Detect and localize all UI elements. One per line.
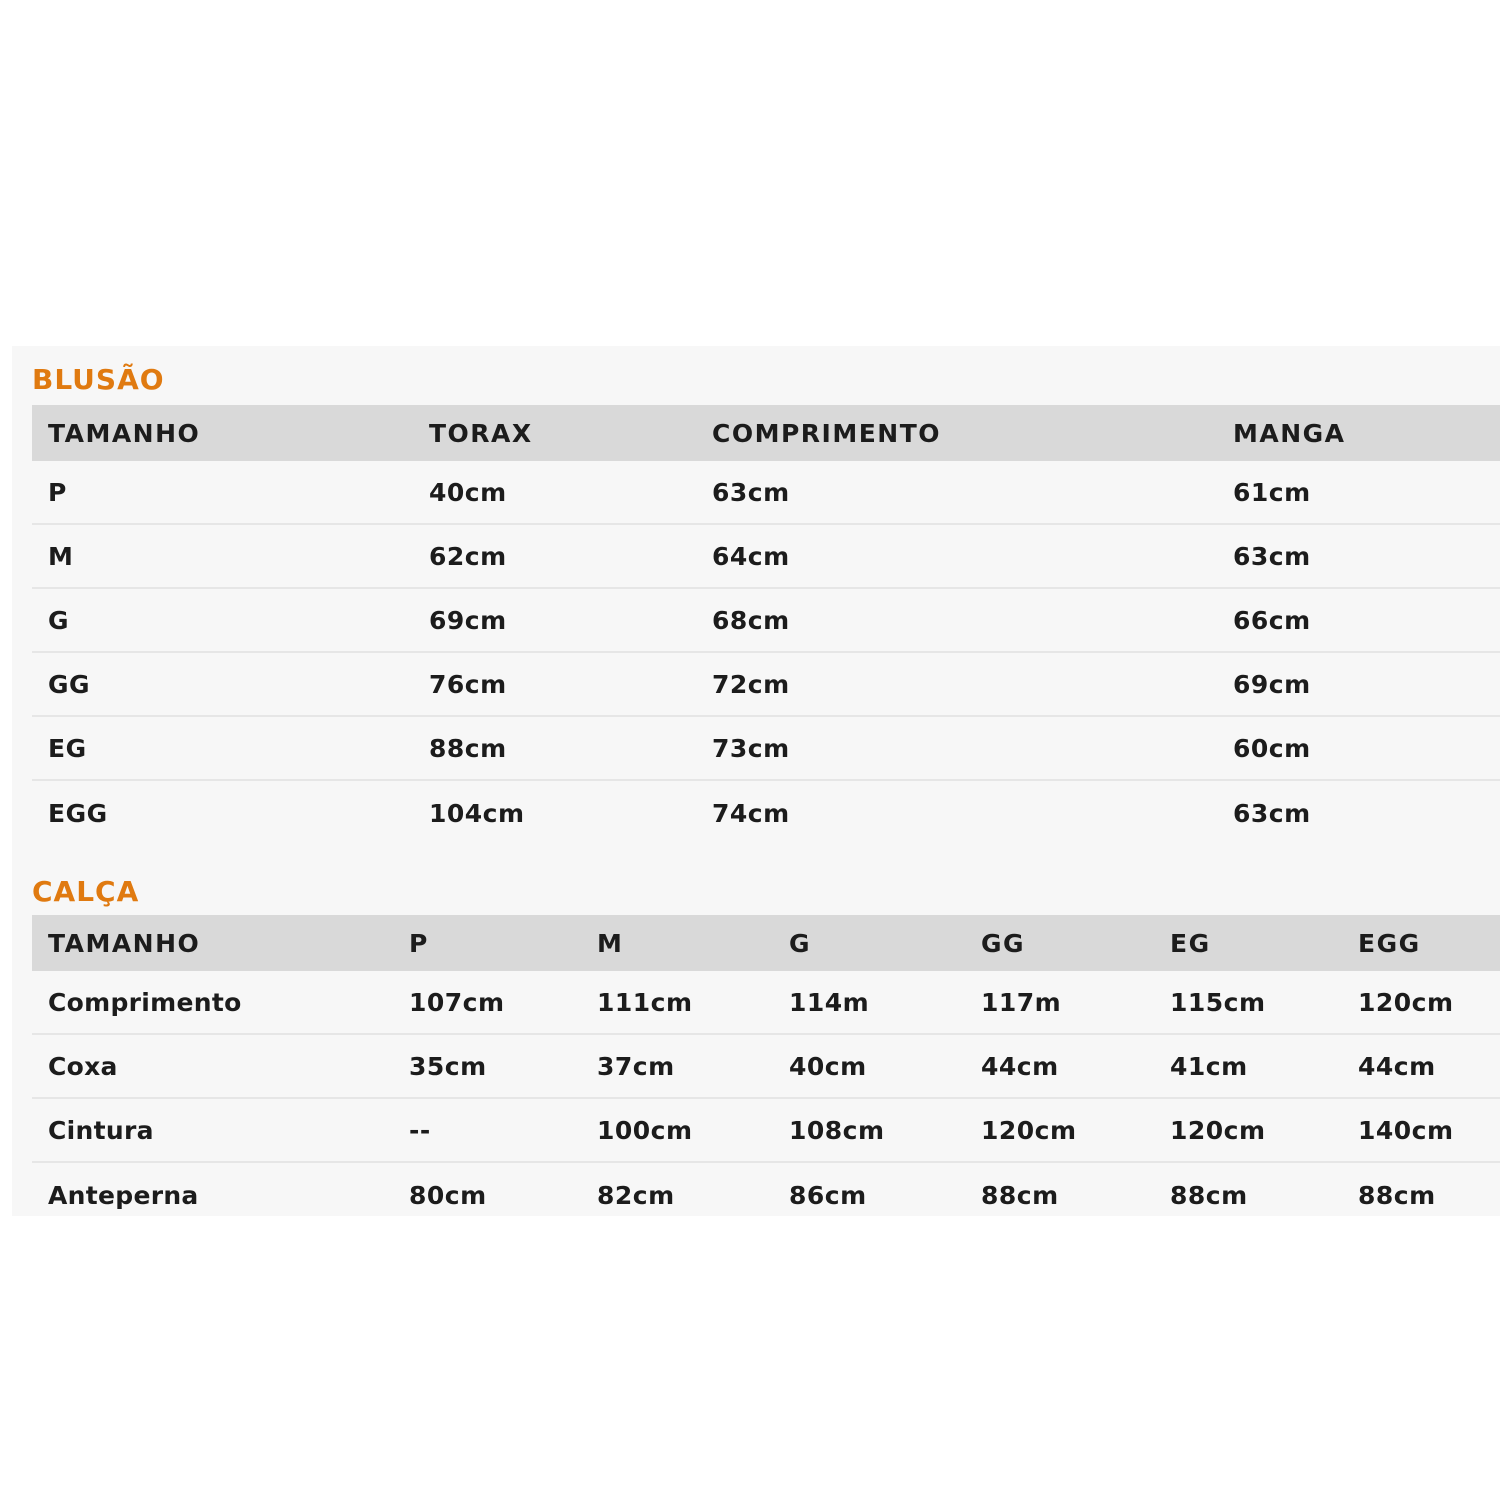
manga-cell: 63cm — [1233, 541, 1311, 571]
table-row — [32, 461, 1500, 525]
value-cell: 88cm — [981, 1180, 1059, 1210]
calca-table — [32, 915, 1500, 1227]
size-cell: EGG — [48, 798, 108, 828]
blusao-table — [32, 405, 1500, 845]
header-size-p: P — [409, 928, 429, 958]
manga-cell: 61cm — [1233, 477, 1311, 507]
value-cell: 35cm — [409, 1051, 487, 1081]
value-cell: 120cm — [1170, 1115, 1266, 1145]
value-cell: 120cm — [981, 1115, 1077, 1145]
table-row — [32, 1163, 1500, 1227]
value-cell: 111cm — [597, 987, 693, 1017]
value-cell: 44cm — [1358, 1051, 1436, 1081]
calca-title: CALÇA — [32, 875, 140, 908]
header-tamanho: TAMANHO — [48, 418, 201, 448]
header-tamanho: TAMANHO — [48, 928, 201, 958]
value-cell: 40cm — [789, 1051, 867, 1081]
comprimento-cell: 63cm — [712, 477, 790, 507]
blusao-title: BLUSÃO — [32, 363, 165, 396]
comprimento-cell: 68cm — [712, 605, 790, 635]
header-comprimento: COMPRIMENTO — [712, 418, 942, 448]
value-cell: 88cm — [1170, 1180, 1248, 1210]
torax-cell: 88cm — [429, 733, 507, 763]
table-row — [32, 1035, 1500, 1099]
value-cell: 82cm — [597, 1180, 675, 1210]
value-cell: 108cm — [789, 1115, 885, 1145]
header-size-eg: EG — [1170, 928, 1211, 958]
header-manga: MANGA — [1233, 418, 1346, 448]
torax-cell: 76cm — [429, 669, 507, 699]
comprimento-cell: 74cm — [712, 798, 790, 828]
measure-label: Comprimento — [48, 987, 242, 1017]
value-cell: 37cm — [597, 1051, 675, 1081]
table-row — [32, 971, 1500, 1035]
manga-cell: 66cm — [1233, 605, 1311, 635]
value-cell: 120cm — [1358, 987, 1454, 1017]
torax-cell: 104cm — [429, 798, 525, 828]
value-cell: 117m — [981, 987, 1062, 1017]
torax-cell: 69cm — [429, 605, 507, 635]
value-cell: 140cm — [1358, 1115, 1454, 1145]
table-row — [32, 717, 1500, 781]
value-cell: 80cm — [409, 1180, 487, 1210]
table-row — [32, 525, 1500, 589]
value-cell: 41cm — [1170, 1051, 1248, 1081]
header-size-gg: GG — [981, 928, 1026, 958]
size-cell: G — [48, 605, 70, 635]
value-cell: 114m — [789, 987, 870, 1017]
header-size-egg: EGG — [1358, 928, 1421, 958]
table-row — [32, 653, 1500, 717]
torax-cell: 40cm — [429, 477, 507, 507]
comprimento-cell: 72cm — [712, 669, 790, 699]
measure-label: Anteperna — [48, 1180, 199, 1210]
comprimento-cell: 73cm — [712, 733, 790, 763]
table-header — [32, 915, 1500, 971]
table-header — [32, 405, 1500, 461]
measure-label: Coxa — [48, 1051, 118, 1081]
table-row — [32, 1099, 1500, 1163]
table-row — [32, 589, 1500, 653]
value-cell: 107cm — [409, 987, 505, 1017]
torax-cell: 62cm — [429, 541, 507, 571]
value-cell: 86cm — [789, 1180, 867, 1210]
manga-cell: 60cm — [1233, 733, 1311, 763]
measure-label: Cintura — [48, 1115, 154, 1145]
manga-cell: 69cm — [1233, 669, 1311, 699]
header-torax: TORAX — [429, 418, 533, 448]
table-row — [32, 781, 1500, 845]
value-cell: 88cm — [1358, 1180, 1436, 1210]
value-cell: 44cm — [981, 1051, 1059, 1081]
header-size-m: M — [597, 928, 624, 958]
manga-cell: 63cm — [1233, 798, 1311, 828]
value-cell: -- — [409, 1115, 431, 1145]
size-cell: M — [48, 541, 74, 571]
header-size-g: G — [789, 928, 812, 958]
value-cell: 100cm — [597, 1115, 693, 1145]
size-cell: P — [48, 477, 67, 507]
size-cell: EG — [48, 733, 87, 763]
comprimento-cell: 64cm — [712, 541, 790, 571]
size-cell: GG — [48, 669, 91, 699]
value-cell: 115cm — [1170, 987, 1266, 1017]
